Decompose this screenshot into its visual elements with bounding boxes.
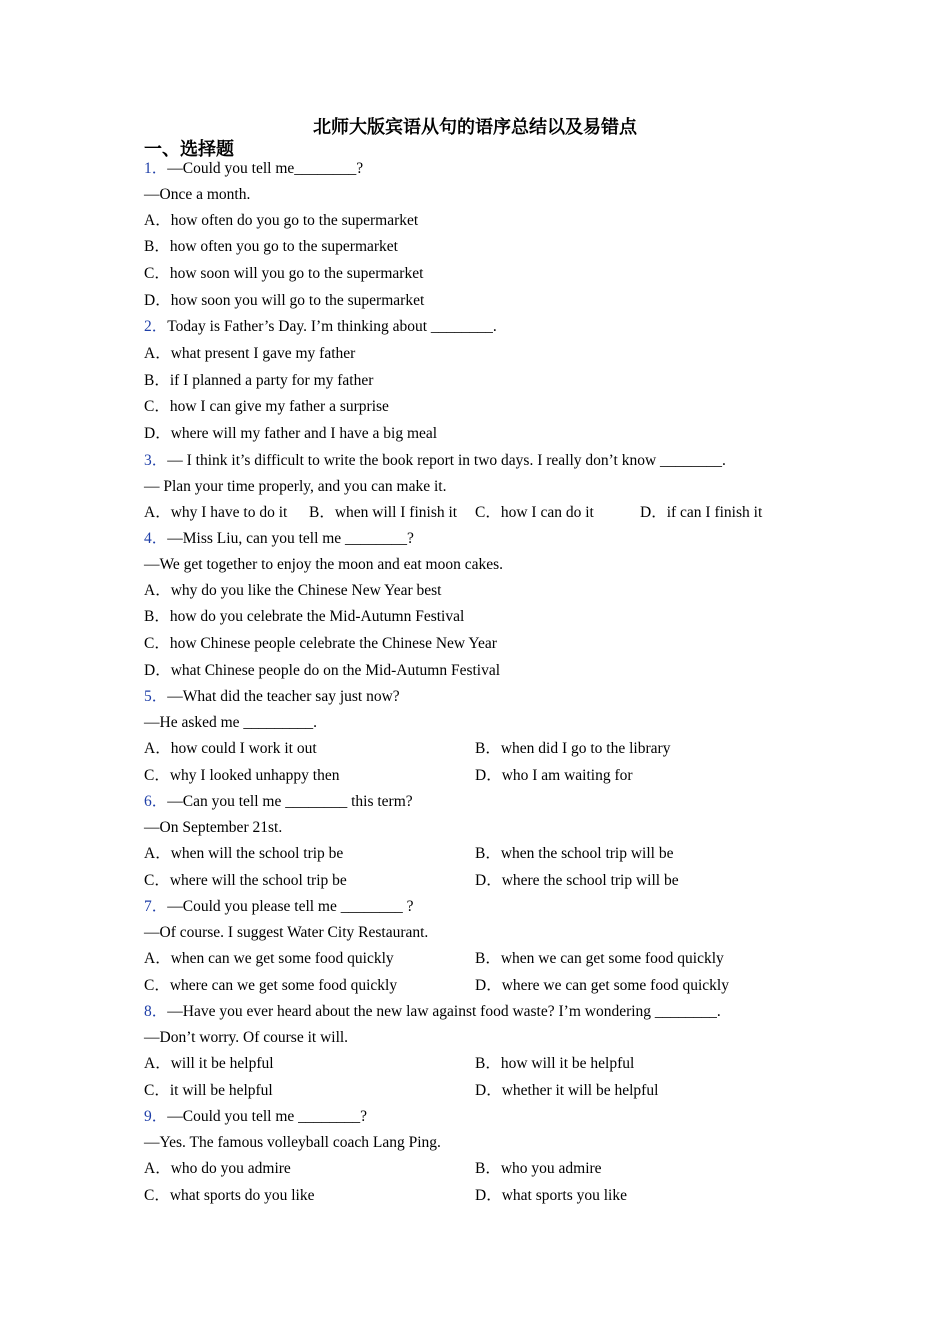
option-d[interactable]: D．where will my father and I have a big meal — [144, 425, 438, 442]
question-stem: —Can you tell me ________ this term? — [167, 793, 413, 810]
option-a[interactable]: A．how often do you go to the supermarket — [144, 212, 419, 229]
question-6 — [144, 792, 413, 812]
option-c[interactable]: C．where can we get some food quickly — [144, 977, 398, 994]
question-8 — [144, 1002, 721, 1022]
option-b[interactable]: B．when did I go to the library — [475, 740, 671, 757]
option-b[interactable]: B．when will I finish it — [309, 504, 458, 521]
option-a[interactable]: A．what present I gave my father — [144, 345, 356, 362]
question-dialog: —Don’t worry. Of course it will. — [144, 1029, 349, 1046]
option-d[interactable]: D．if can I finish it — [640, 504, 763, 521]
option-b[interactable]: B．when the school trip will be — [475, 845, 674, 862]
option-d[interactable]: D．how soon you will go to the supermarket — [144, 292, 425, 309]
question-stem: —What did the teacher say just now? — [167, 688, 400, 705]
option-c[interactable]: C．why I looked unhappy then — [144, 767, 340, 784]
option-c[interactable]: C．how I can give my father a surprise — [144, 398, 389, 415]
question-dialog: —He asked me _________. — [144, 714, 318, 731]
question-2 — [144, 317, 497, 337]
option-b[interactable]: B．who you admire — [475, 1160, 602, 1177]
option-b[interactable]: B．how do you celebrate the Mid-Autumn Festival — [144, 608, 465, 625]
question-stem: —Have you ever heard about the new law against food waste? I’m wondering ________. — [167, 1003, 721, 1020]
section-heading: 一、选择题 — [144, 139, 234, 159]
option-c[interactable]: C．where will the school trip be — [144, 872, 347, 889]
question-dialog: —On September 21st. — [144, 819, 283, 836]
question-stem: —Could you tell me ________? — [167, 1108, 368, 1125]
question-dialog: —Of course. I suggest Water City Restaurant. — [144, 924, 429, 941]
option-a[interactable]: A．when can we get some food quickly — [144, 950, 394, 967]
option-a[interactable]: A．will it be helpful — [144, 1055, 274, 1072]
question-5 — [144, 687, 400, 707]
page-title: 北师大版宾语从句的语序总结以及易错点 — [313, 117, 637, 137]
option-a[interactable]: A．how could I work it out — [144, 740, 317, 757]
question-number: 4． — [144, 530, 168, 547]
option-b[interactable]: B．when we can get some food quickly — [475, 950, 724, 967]
question-number: 9． — [144, 1108, 168, 1125]
question-dialog: —Yes. The famous volleyball coach Lang Ping. — [144, 1134, 441, 1151]
question-1 — [144, 159, 363, 179]
question-dialog: —We get together to enjoy the moon and eat moon cakes. — [144, 556, 504, 573]
question-number: 6． — [144, 793, 168, 810]
question-number: 5． — [144, 688, 168, 705]
option-d[interactable]: D．what sports you like — [475, 1187, 627, 1204]
option-c[interactable]: C．how I can do it — [475, 504, 594, 521]
option-d[interactable]: D．where we can get some food quickly — [475, 977, 729, 994]
question-stem: —Miss Liu, can you tell me ________? — [167, 530, 414, 547]
option-c[interactable]: C．how soon will you go to the supermarket — [144, 265, 424, 282]
option-c[interactable]: C．it will be helpful — [144, 1082, 273, 1099]
option-a[interactable]: A．why do you like the Chinese New Year best — [144, 582, 442, 599]
question-3 — [144, 451, 726, 471]
question-stem: —Could you tell me________? — [167, 160, 364, 177]
option-d[interactable]: D．what Chinese people do on the Mid-Autumn Festival — [144, 662, 501, 679]
question-stem: — I think it’s difficult to write the book report in two days. I really don’t know ________. — [167, 452, 726, 469]
option-b[interactable]: B．how will it be helpful — [475, 1055, 635, 1072]
question-7 — [144, 897, 414, 917]
option-a[interactable]: A．when will the school trip be — [144, 845, 344, 862]
option-d[interactable]: D．where the school trip will be — [475, 872, 679, 889]
question-number: 7． — [144, 898, 168, 915]
question-number: 2． — [144, 318, 168, 335]
option-d[interactable]: D．who I am waiting for — [475, 767, 633, 784]
question-4 — [144, 529, 414, 549]
question-number: 3． — [144, 452, 168, 469]
question-9 — [144, 1107, 367, 1127]
option-c[interactable]: C．how Chinese people celebrate the Chinese New Year — [144, 635, 497, 652]
question-dialog: —Once a month. — [144, 186, 251, 203]
question-number: 1． — [144, 160, 168, 177]
option-a[interactable]: A．why I have to do it — [144, 504, 288, 521]
option-b[interactable]: B．how often you go to the supermarket — [144, 238, 398, 255]
option-d[interactable]: D．whether it will be helpful — [475, 1082, 659, 1099]
question-stem: —Could you please tell me ________ ? — [167, 898, 414, 915]
question-dialog: — Plan your time properly, and you can make it. — [144, 478, 447, 495]
question-number: 8． — [144, 1003, 168, 1020]
option-c[interactable]: C．what sports do you like — [144, 1187, 315, 1204]
option-b[interactable]: B．if I planned a party for my father — [144, 372, 374, 389]
question-stem: Today is Father’s Day. I’m thinking about ________. — [167, 318, 497, 335]
option-a[interactable]: A．who do you admire — [144, 1160, 291, 1177]
